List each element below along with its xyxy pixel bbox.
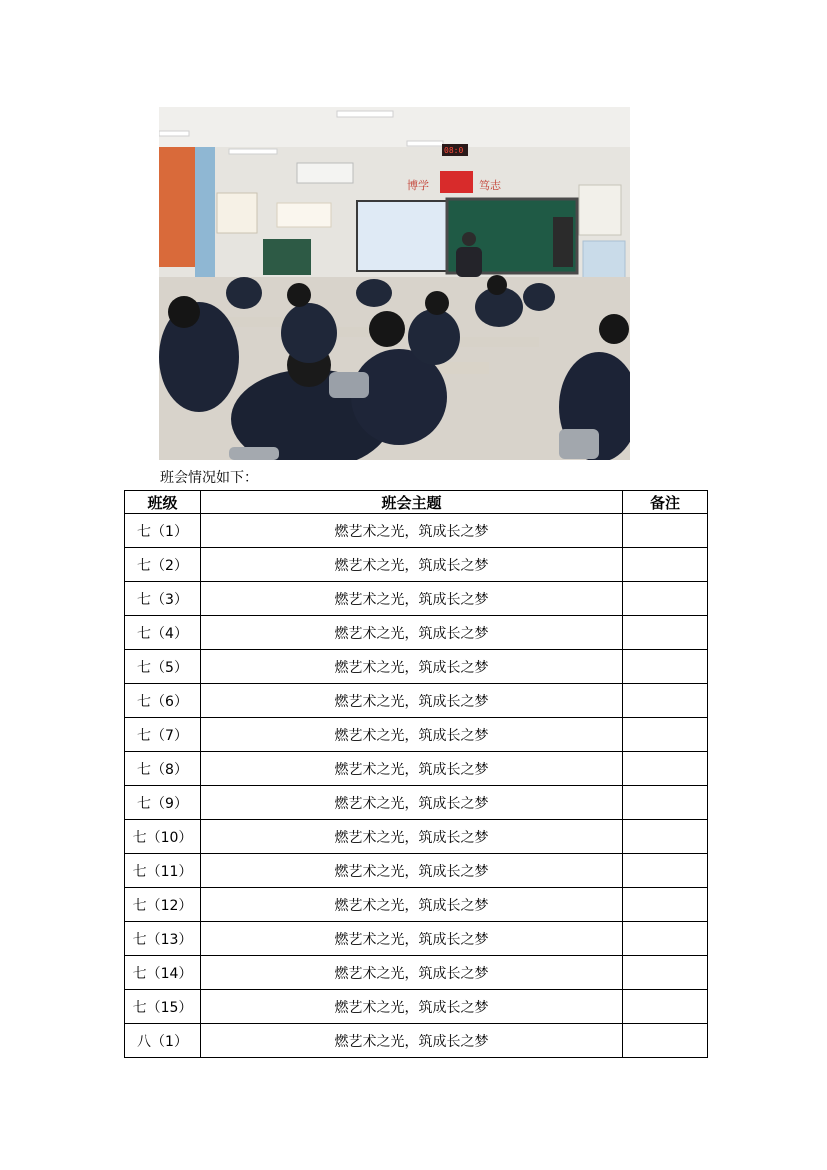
cell-class: 七（2） — [125, 548, 201, 582]
banner-right-text: 笃志 — [479, 179, 501, 192]
table-row — [125, 956, 708, 990]
cell-class: 七（6） — [125, 684, 201, 718]
cell-theme: 燃艺术之光，筑成长之梦 — [201, 582, 623, 616]
classroom-photo — [159, 107, 630, 460]
cell-class: 七（15） — [125, 990, 201, 1024]
cell-note — [623, 888, 708, 922]
table-caption: 班会情况如下： — [160, 470, 258, 486]
cell-note — [623, 786, 708, 820]
cell-class: 七（5） — [125, 650, 201, 684]
cell-theme: 燃艺术之光，筑成长之梦 — [201, 990, 623, 1024]
cell-note — [623, 854, 708, 888]
cell-theme: 燃艺术之光，筑成长之梦 — [201, 616, 623, 650]
cell-note — [623, 616, 708, 650]
banner-left-text: 博学 — [407, 179, 429, 192]
table-row — [125, 888, 708, 922]
table-row — [125, 650, 708, 684]
header-class: 班级 — [125, 491, 201, 514]
cell-class: 七（1） — [125, 514, 201, 548]
table-header-row — [125, 491, 708, 514]
cell-theme: 燃艺术之光，筑成长之梦 — [201, 854, 623, 888]
cell-theme: 燃艺术之光，筑成长之梦 — [201, 752, 623, 786]
table-row — [125, 718, 708, 752]
cell-note — [623, 582, 708, 616]
table-row — [125, 1024, 708, 1058]
cell-theme: 燃艺术之光，筑成长之梦 — [201, 650, 623, 684]
cell-theme: 燃艺术之光，筑成长之梦 — [201, 922, 623, 956]
cell-class: 七（12） — [125, 888, 201, 922]
cell-note — [623, 1024, 708, 1058]
cell-theme: 燃艺术之光，筑成长之梦 — [201, 684, 623, 718]
cell-class: 七（14） — [125, 956, 201, 990]
cell-theme: 燃艺术之光，筑成长之梦 — [201, 1024, 623, 1058]
cell-class: 七（8） — [125, 752, 201, 786]
cell-class: 七（9） — [125, 786, 201, 820]
cell-note — [623, 718, 708, 752]
cell-theme: 燃艺术之光，筑成长之梦 — [201, 514, 623, 548]
cell-class: 七（4） — [125, 616, 201, 650]
cell-note — [623, 548, 708, 582]
cell-note — [623, 752, 708, 786]
header-note: 备注 — [623, 491, 708, 514]
cell-theme: 燃艺术之光，筑成长之梦 — [201, 548, 623, 582]
cell-theme: 燃艺术之光，筑成长之梦 — [201, 786, 623, 820]
table-row — [125, 922, 708, 956]
cell-class: 七（10） — [125, 820, 201, 854]
cell-note — [623, 922, 708, 956]
table-row — [125, 854, 708, 888]
table-row — [125, 786, 708, 820]
classroom-photo-illustration — [159, 107, 630, 460]
cell-theme: 燃艺术之光，筑成长之梦 — [201, 956, 623, 990]
cell-note — [623, 650, 708, 684]
table-row — [125, 752, 708, 786]
table-row — [125, 514, 708, 548]
cell-class: 八（1） — [125, 1024, 201, 1058]
table-row — [125, 582, 708, 616]
table-row — [125, 684, 708, 718]
cell-class: 七（7） — [125, 718, 201, 752]
clock-display: 08:0 — [444, 146, 464, 155]
table-row — [125, 616, 708, 650]
cell-class: 七（13） — [125, 922, 201, 956]
cell-note — [623, 956, 708, 990]
table-row — [125, 820, 708, 854]
cell-note — [623, 990, 708, 1024]
table-row — [125, 990, 708, 1024]
cell-class: 七（11） — [125, 854, 201, 888]
table-row — [125, 548, 708, 582]
cell-theme: 燃艺术之光，筑成长之梦 — [201, 888, 623, 922]
cell-class: 七（3） — [125, 582, 201, 616]
cell-note — [623, 820, 708, 854]
cell-theme: 燃艺术之光，筑成长之梦 — [201, 820, 623, 854]
cell-note — [623, 514, 708, 548]
cell-theme: 燃艺术之光，筑成长之梦 — [201, 718, 623, 752]
class-meeting-table — [124, 490, 708, 1058]
cell-note — [623, 684, 708, 718]
header-theme: 班会主题 — [201, 491, 623, 514]
